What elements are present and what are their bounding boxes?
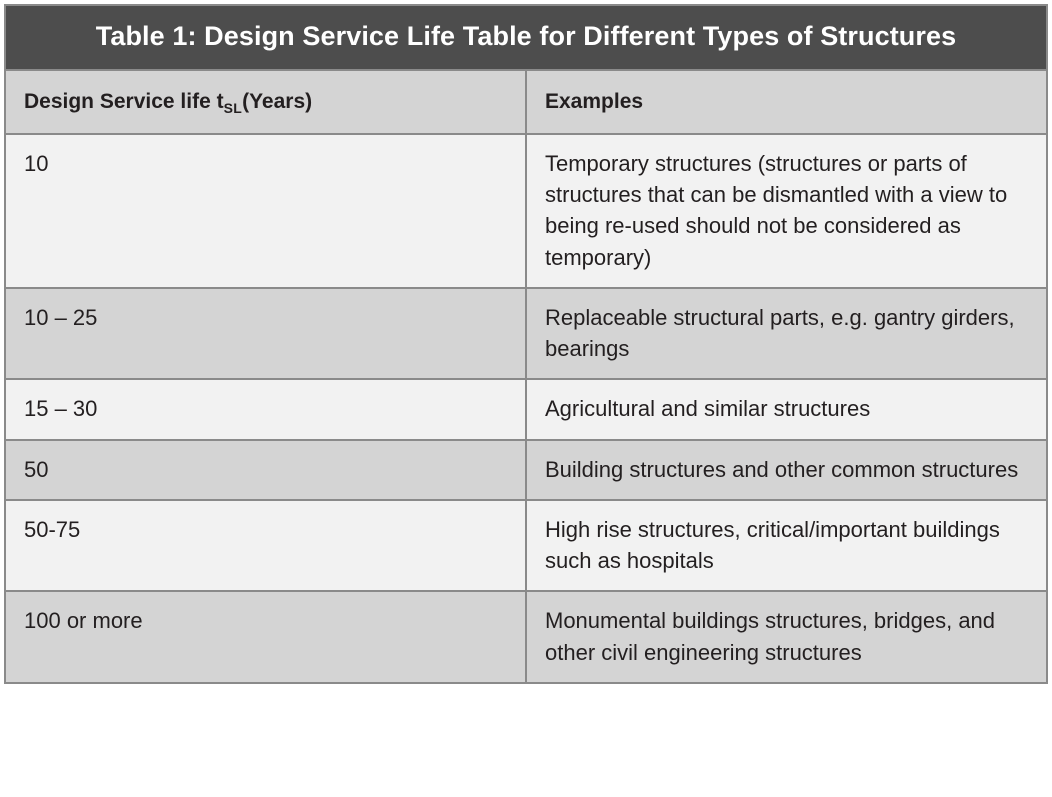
table-title-row (5, 5, 1047, 70)
cell-design-service-life: 50 (5, 440, 526, 500)
cell-examples: Building structures and other common structures (526, 440, 1047, 500)
column-header-design-service-life-subscript: SL (223, 99, 243, 116)
cell-examples: Replaceable structural parts, e.g. gantry girders, bearings (526, 288, 1047, 379)
table-row (5, 134, 1047, 288)
cell-examples: Temporary structures (structures or parts of structures that can be dismantled with a view to being re-used should not be considered as temporary) (526, 134, 1047, 288)
column-header-design-service-life-prefix: Design Service life t (24, 89, 224, 113)
table-row (5, 591, 1047, 682)
column-header-examples: Examples (526, 70, 1047, 134)
column-header-design-service-life (5, 70, 526, 134)
cell-design-service-life: 10 – 25 (5, 288, 526, 379)
cell-examples: Agricultural and similar structures (526, 379, 1047, 439)
table-title: Table 1: Design Service Life Table for Different Types of Structures (5, 5, 1047, 70)
cell-design-service-life: 15 – 30 (5, 379, 526, 439)
cell-examples: High rise structures, critical/important buildings such as hospitals (526, 500, 1047, 591)
table-header-row (5, 70, 1047, 134)
cell-design-service-life: 10 (5, 134, 526, 288)
table-row (5, 500, 1047, 591)
column-header-design-service-life-suffix: (Years) (242, 89, 313, 113)
cell-examples: Monumental buildings structures, bridges, and other civil engineering structures (526, 591, 1047, 682)
table-row (5, 440, 1047, 500)
table-row (5, 288, 1047, 379)
cell-design-service-life: 100 or more (5, 591, 526, 682)
design-service-life-table (4, 4, 1048, 684)
table-row (5, 379, 1047, 439)
cell-design-service-life: 50-75 (5, 500, 526, 591)
